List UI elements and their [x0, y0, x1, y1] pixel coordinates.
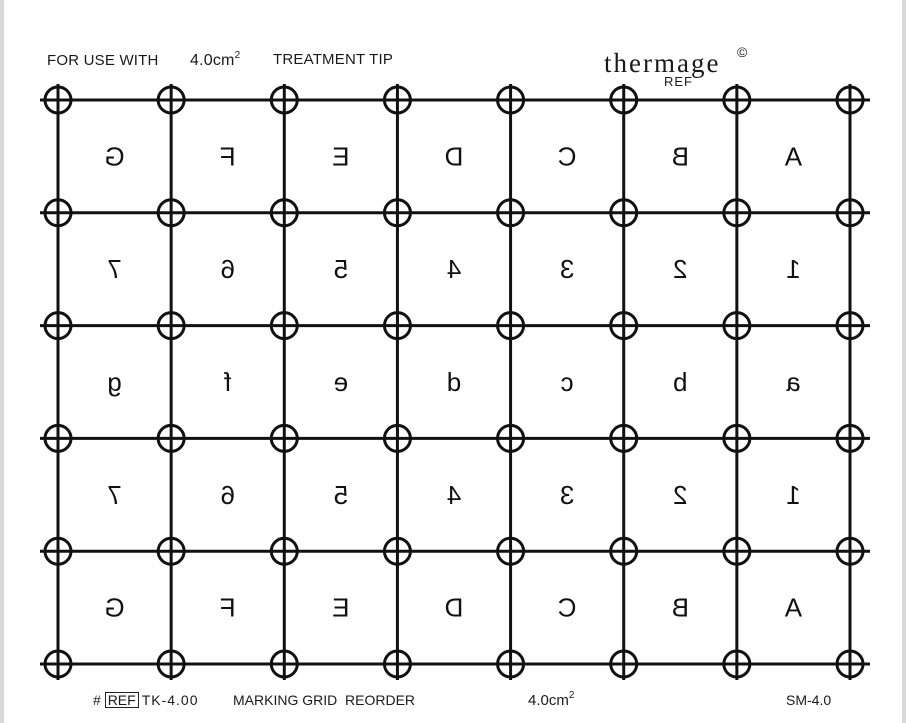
brand-ref: REF	[664, 74, 693, 89]
footer-model: SM-4.0	[786, 692, 832, 708]
grid-cell-label: A	[784, 592, 803, 623]
grid-cell-label: 4	[446, 254, 462, 285]
footer-reorder: MARKING GRID REORDER	[233, 692, 416, 708]
grid-cell-label: C	[557, 141, 577, 172]
grid-cell-label: F	[219, 141, 236, 172]
grid-cell-label: b	[673, 367, 688, 397]
footer-part	[93, 692, 199, 708]
grid-cell-label: 1	[786, 479, 801, 510]
grid-cell-label: 3	[559, 479, 575, 510]
grid-cell-label: G	[104, 141, 125, 172]
grid-cell-label: 6	[220, 479, 235, 510]
grid-cell-label: C	[557, 592, 577, 623]
grid-cell-label: 7	[107, 254, 122, 285]
grid-cell-label: 4	[446, 479, 462, 510]
footer-size-value: 4.0cm	[528, 692, 569, 709]
grid-cell-label: a	[786, 367, 801, 397]
grid-cell-label: e	[333, 367, 349, 397]
grid-cell-label: 3	[559, 254, 575, 285]
brand-copyright-mark: ©	[737, 44, 748, 60]
grid-cell-label: B	[671, 592, 689, 623]
footer-hash: #	[93, 692, 101, 708]
grid-cell-label: 1	[786, 254, 801, 285]
grid-cell-label: 5	[333, 254, 349, 285]
grid-cell-label: 2	[673, 254, 688, 285]
footer-ref-box: REF	[105, 692, 139, 708]
grid-cell-label: 5	[333, 479, 349, 510]
grid-cell-label: g	[107, 367, 122, 397]
grid-cell-label: G	[104, 592, 125, 623]
grid-cell-label: 6	[220, 254, 235, 285]
header-treatment-tip: TREATMENT TIP	[273, 51, 394, 68]
footer-size-sup: 2	[568, 690, 575, 701]
grid-cell-label: 2	[673, 479, 688, 510]
grid-cell-label: f	[224, 367, 232, 397]
header-size-value: 4.0cm	[190, 52, 235, 69]
grid-cell-label: A	[784, 141, 803, 172]
grid-cell-label: D	[444, 141, 464, 172]
header-size-sup: 2	[234, 50, 241, 61]
header-use-with: FOR USE WITH	[47, 52, 159, 69]
grid-cell-label: B	[671, 141, 689, 172]
footer-size	[528, 690, 574, 709]
grid-cell-label: F	[219, 592, 236, 623]
grid-cell-label: E	[332, 141, 350, 172]
grid-cell-label: c	[560, 367, 574, 397]
grid-cell-label: 7	[107, 479, 122, 510]
grid-cell-label: D	[444, 592, 464, 623]
brand-logo: thermage	[604, 48, 721, 78]
footer-part-number: TK-4.00	[141, 692, 199, 708]
grid-cell-label: E	[332, 592, 350, 623]
grid-cell-label: d	[446, 367, 462, 397]
